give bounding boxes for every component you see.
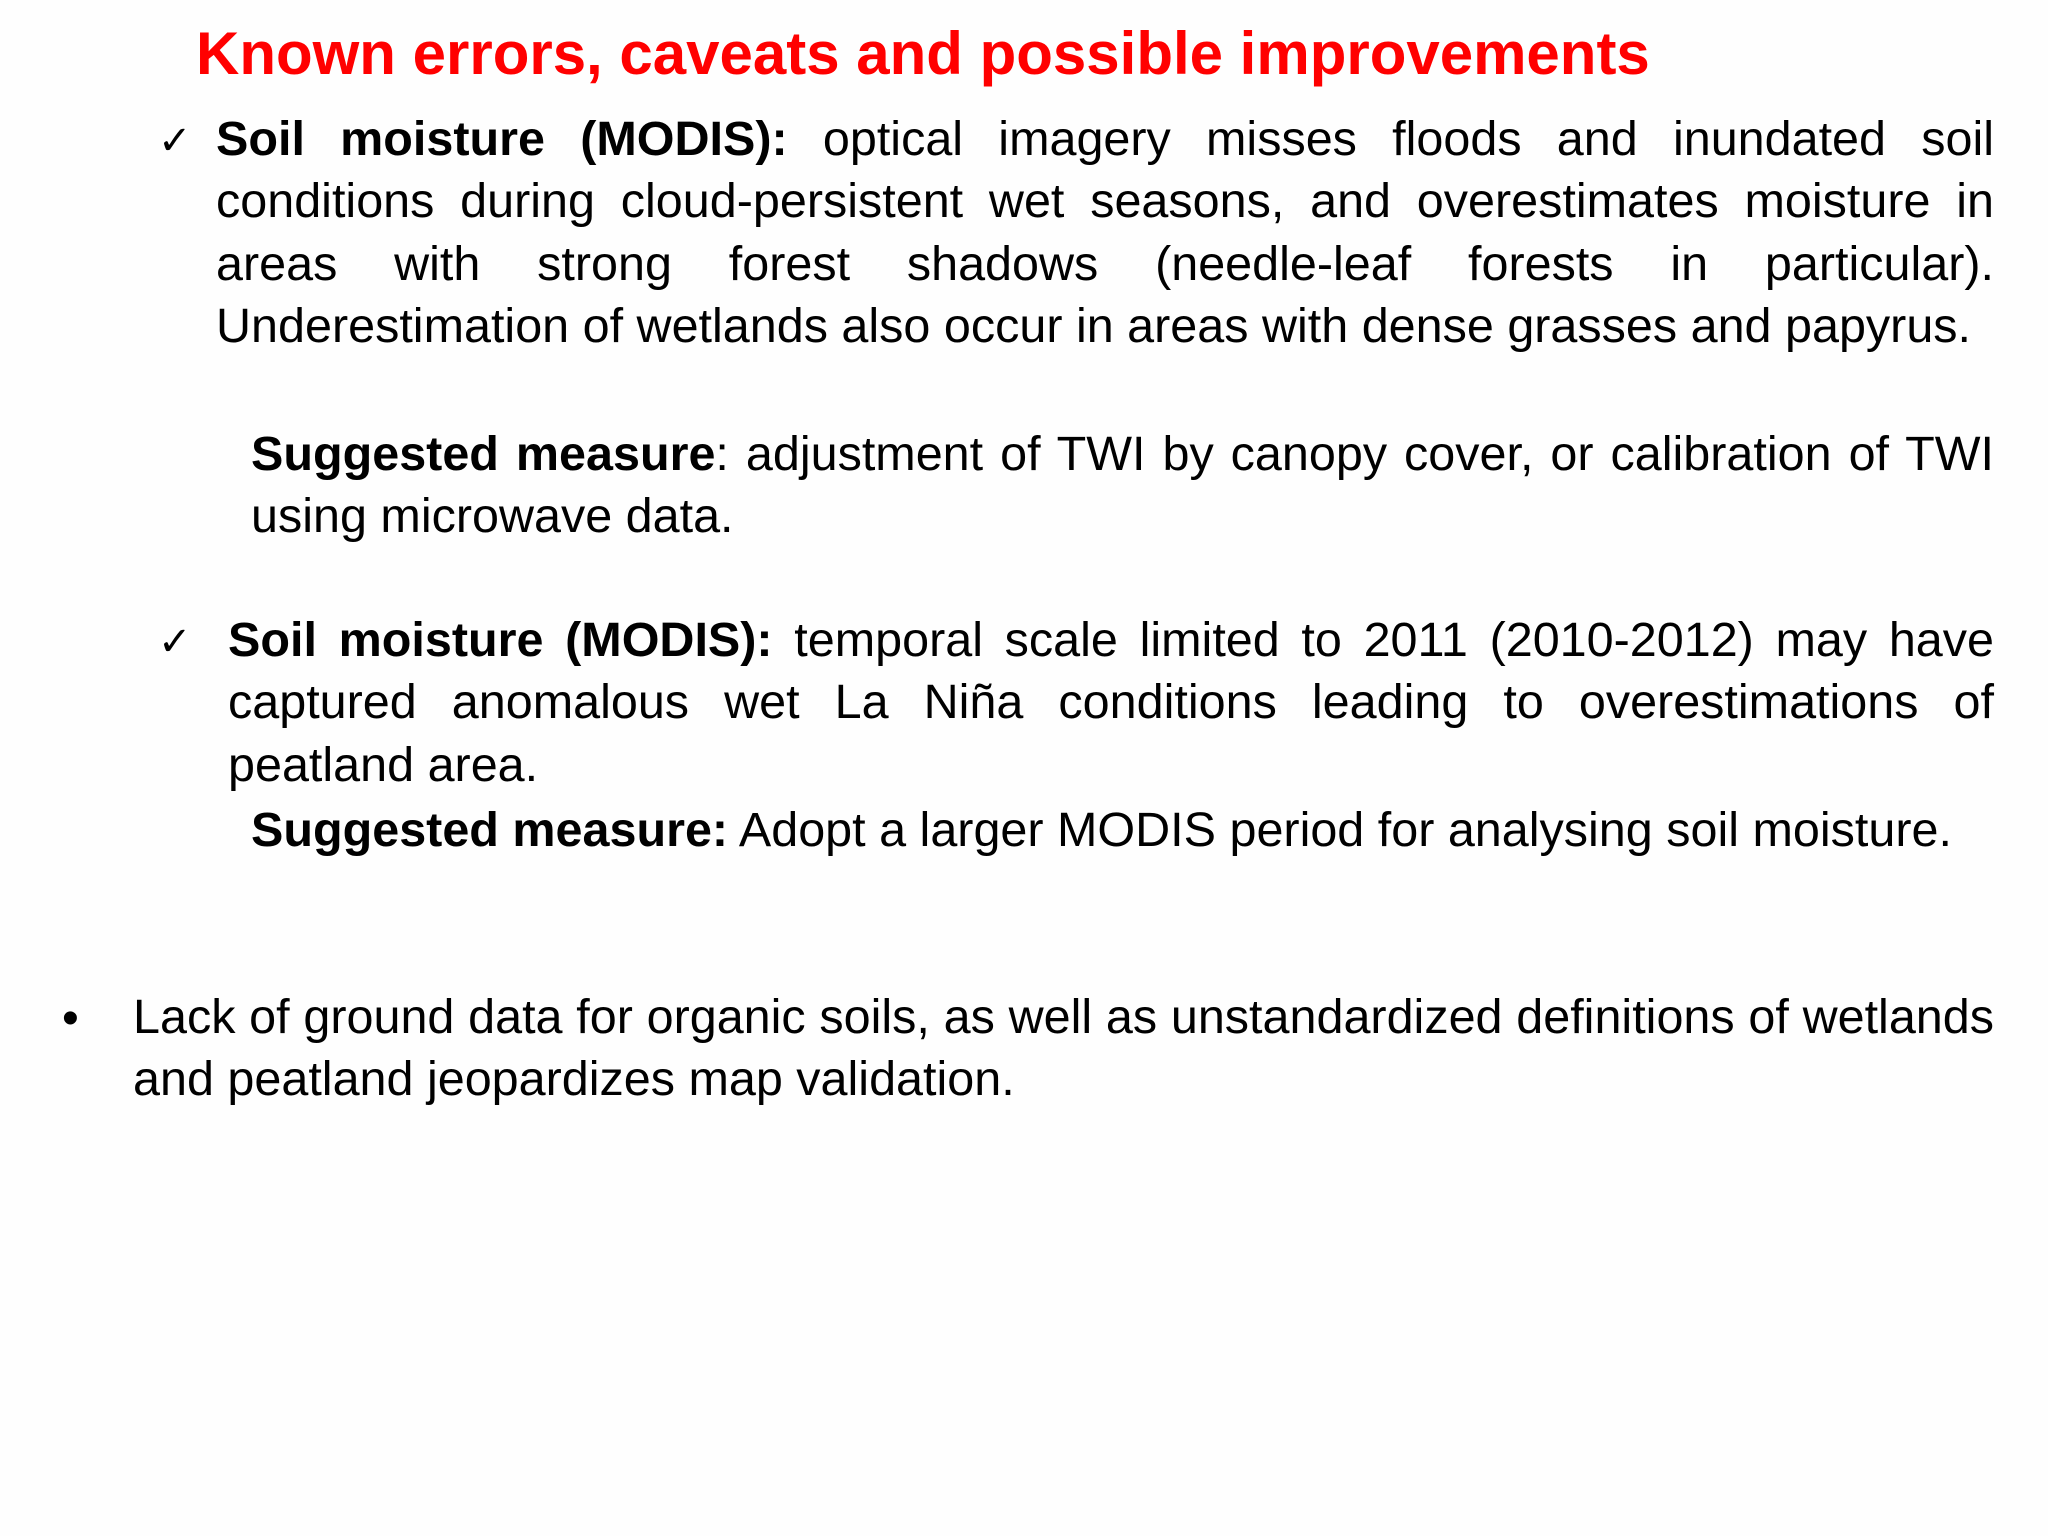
- caveat-item-1-text: optical imagery misses floods and inundated soil conditions during cloud-persistent wet seasons, and overestimates moisture in areas with strong forest shadows (needle-leaf forests in particular). Underestimation of wetlands also occur in areas with dense grasses and papyrus.: [216, 112, 1995, 354]
- suggested-measure-2: [251, 799, 1994, 861]
- suggested-measure-1-label: Suggested measure: [251, 427, 716, 481]
- suggested-measure-2-label: Suggested measure:: [251, 803, 729, 857]
- suggested-measure-2-text: Adopt a larger MODIS period for analysing soil moisture.: [728, 803, 1952, 857]
- checkmark-icon: ✓: [158, 619, 192, 665]
- caveat-item-2-label: Soil moisture (MODIS):: [228, 613, 773, 667]
- caveat-item-2-text: temporal scale limited to 2011 (2010-2012) may have captured anomalous wet La Niña conditions leading to overestimations of peatland area.: [228, 613, 1995, 792]
- suggested-measure-1-text: : adjustment of TWI by canopy cover, or calibration of TWI using microwave data.: [251, 427, 1994, 544]
- bullet-item: Lack of ground data for organic soils, as well as unstandardized definitions of wetlands and peatland jeopardizes map validation.: [133, 990, 1994, 1107]
- slide-title: Known errors, caveats and possible improvements: [196, 20, 1650, 87]
- caveat-item-2: [228, 609, 1994, 796]
- bullet-icon: •: [62, 992, 79, 1045]
- checkmark-icon: ✓: [158, 118, 192, 164]
- suggested-measure-1: [251, 423, 1994, 548]
- caveat-item-1: [216, 108, 1994, 358]
- caveat-item-1-label: Soil moisture (MODIS):: [216, 112, 788, 166]
